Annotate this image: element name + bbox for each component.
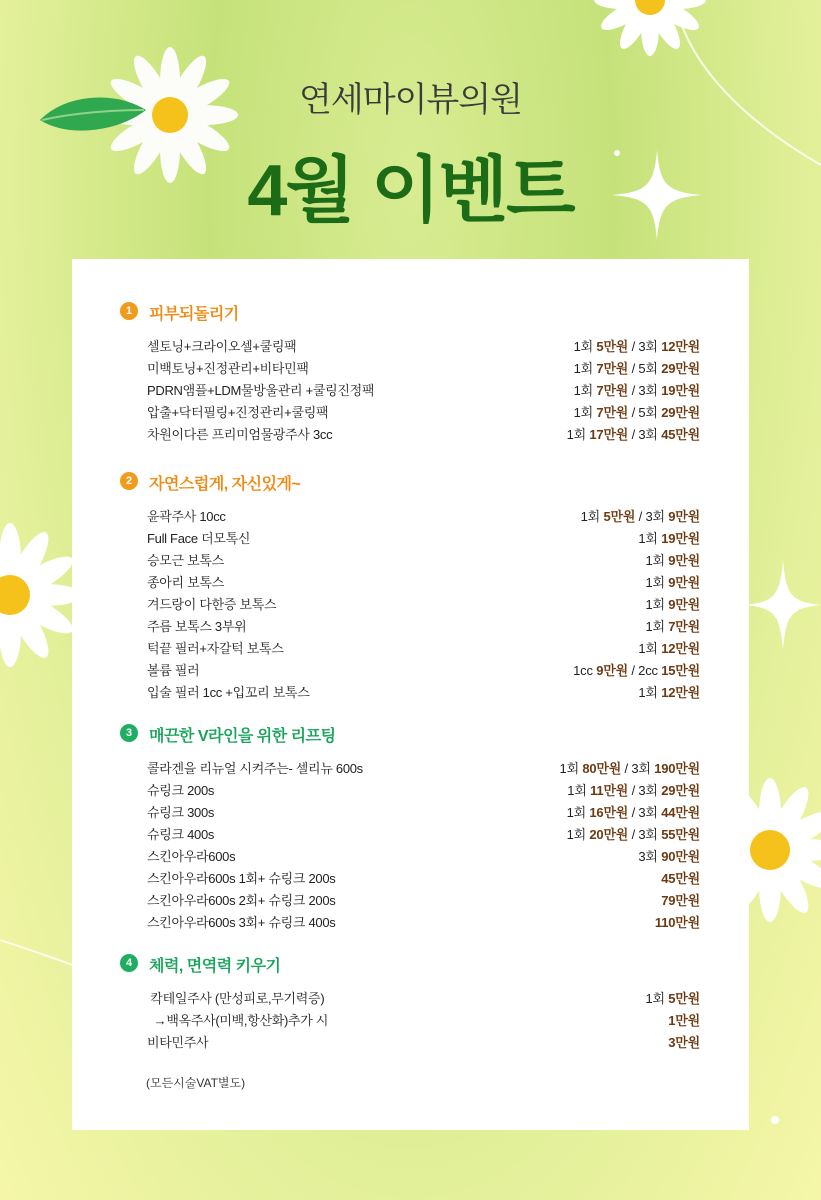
list-item: 입술 필러 1cc +입꼬리 보톡스 1회 12만원 (147, 685, 700, 700)
list-item: 슈링크 300s 1회 16만원 / 3회 44만원 (147, 805, 700, 820)
section-number-badge: 3 (120, 724, 138, 742)
list-item: 슈링크 400s 1회 20만원 / 3회 55만원 (147, 827, 700, 842)
section-lifting (120, 723, 700, 932)
list-item: 스킨아우라600s 2회+ 슈링크 200s 79만원 (147, 893, 700, 908)
section-title: 체력, 면역력 키우기 (149, 958, 281, 975)
section-title: 피부되돌리기 (149, 306, 239, 323)
list-item: 미백토닝+진정관리+비타민팩 1회 7만원 / 5회 29만원 (147, 361, 700, 376)
list-item: 주름 보톡스 3부위 1회 7만원 (147, 619, 700, 634)
list-item: 스킨아우라600s 3회 90만원 (147, 849, 700, 864)
list-item: 비타민주사 3만원 (147, 1035, 700, 1050)
list-item: Full Face 더모톡신 1회 19만원 (147, 531, 700, 546)
list-item: 종아리 보톡스 1회 9만원 (147, 575, 700, 590)
section-number-badge: 2 (120, 472, 138, 490)
section-skin (120, 301, 700, 444)
list-item: 턱끝 필러+자갈턱 보톡스 1회 12만원 (147, 641, 700, 656)
section-number-badge: 1 (120, 302, 138, 320)
list-item: 칵테일주사 (만성피로,무기력증) 1회 5만원 (147, 991, 700, 1006)
event-title: 4월 이벤트 (247, 151, 574, 231)
list-item: 승모근 보톡스 1회 9만원 (147, 553, 700, 568)
list-item: 셀토닝+크라이오셀+쿨링팩 1회 5만원 / 3회 12만원 (147, 339, 700, 354)
list-item: →백옥주사(미백,항산화)추가 시 1만원 (147, 1013, 700, 1028)
list-item: 압출+닥터필링+진정관리+쿨링팩 1회 7만원 / 5회 29만원 (147, 405, 700, 420)
list-item: 차원이다른 프리미엄물광주사 3cc 1회 17만원 / 3회 45만원 (147, 427, 700, 442)
section-number-badge: 4 (120, 954, 138, 972)
clinic-name: 연세마이뷰의원 (299, 81, 522, 119)
price-list-card (72, 259, 749, 1130)
list-item: 윤곽주사 10cc 1회 5만원 / 3회 9만원 (147, 509, 700, 524)
list-item: 슈링크 200s 1회 11만원 / 3회 29만원 (147, 783, 700, 798)
list-item: 스킨아우라600s 1회+ 슈링크 200s 45만원 (147, 871, 700, 886)
list-item: 콜라겐을 리뉴얼 시켜주는- 셀리뉴 600s 1회 80만원 / 3회 190만원 (147, 761, 700, 776)
list-item: 겨드랑이 다한증 보톡스 1회 9만원 (147, 597, 700, 612)
list-item: 스킨아우라600s 3회+ 슈링크 400s 110만원 (147, 915, 700, 930)
vat-footnote: (모든시술VAT별도) (146, 1076, 246, 1090)
list-item: 볼륨 필러 1cc 9만원 / 2cc 15만원 (147, 663, 700, 678)
section-botox-filler (120, 471, 700, 702)
section-title: 매끈한 V라인을 위한 리프팅 (149, 728, 336, 745)
section-title: 자연스럽게, 자신있게~ (149, 476, 301, 493)
list-item: PDRN앰플+LDM물방울관리 +쿨링진정팩 1회 7만원 / 3회 19만원 (147, 383, 700, 398)
section-immunity (120, 953, 700, 1052)
